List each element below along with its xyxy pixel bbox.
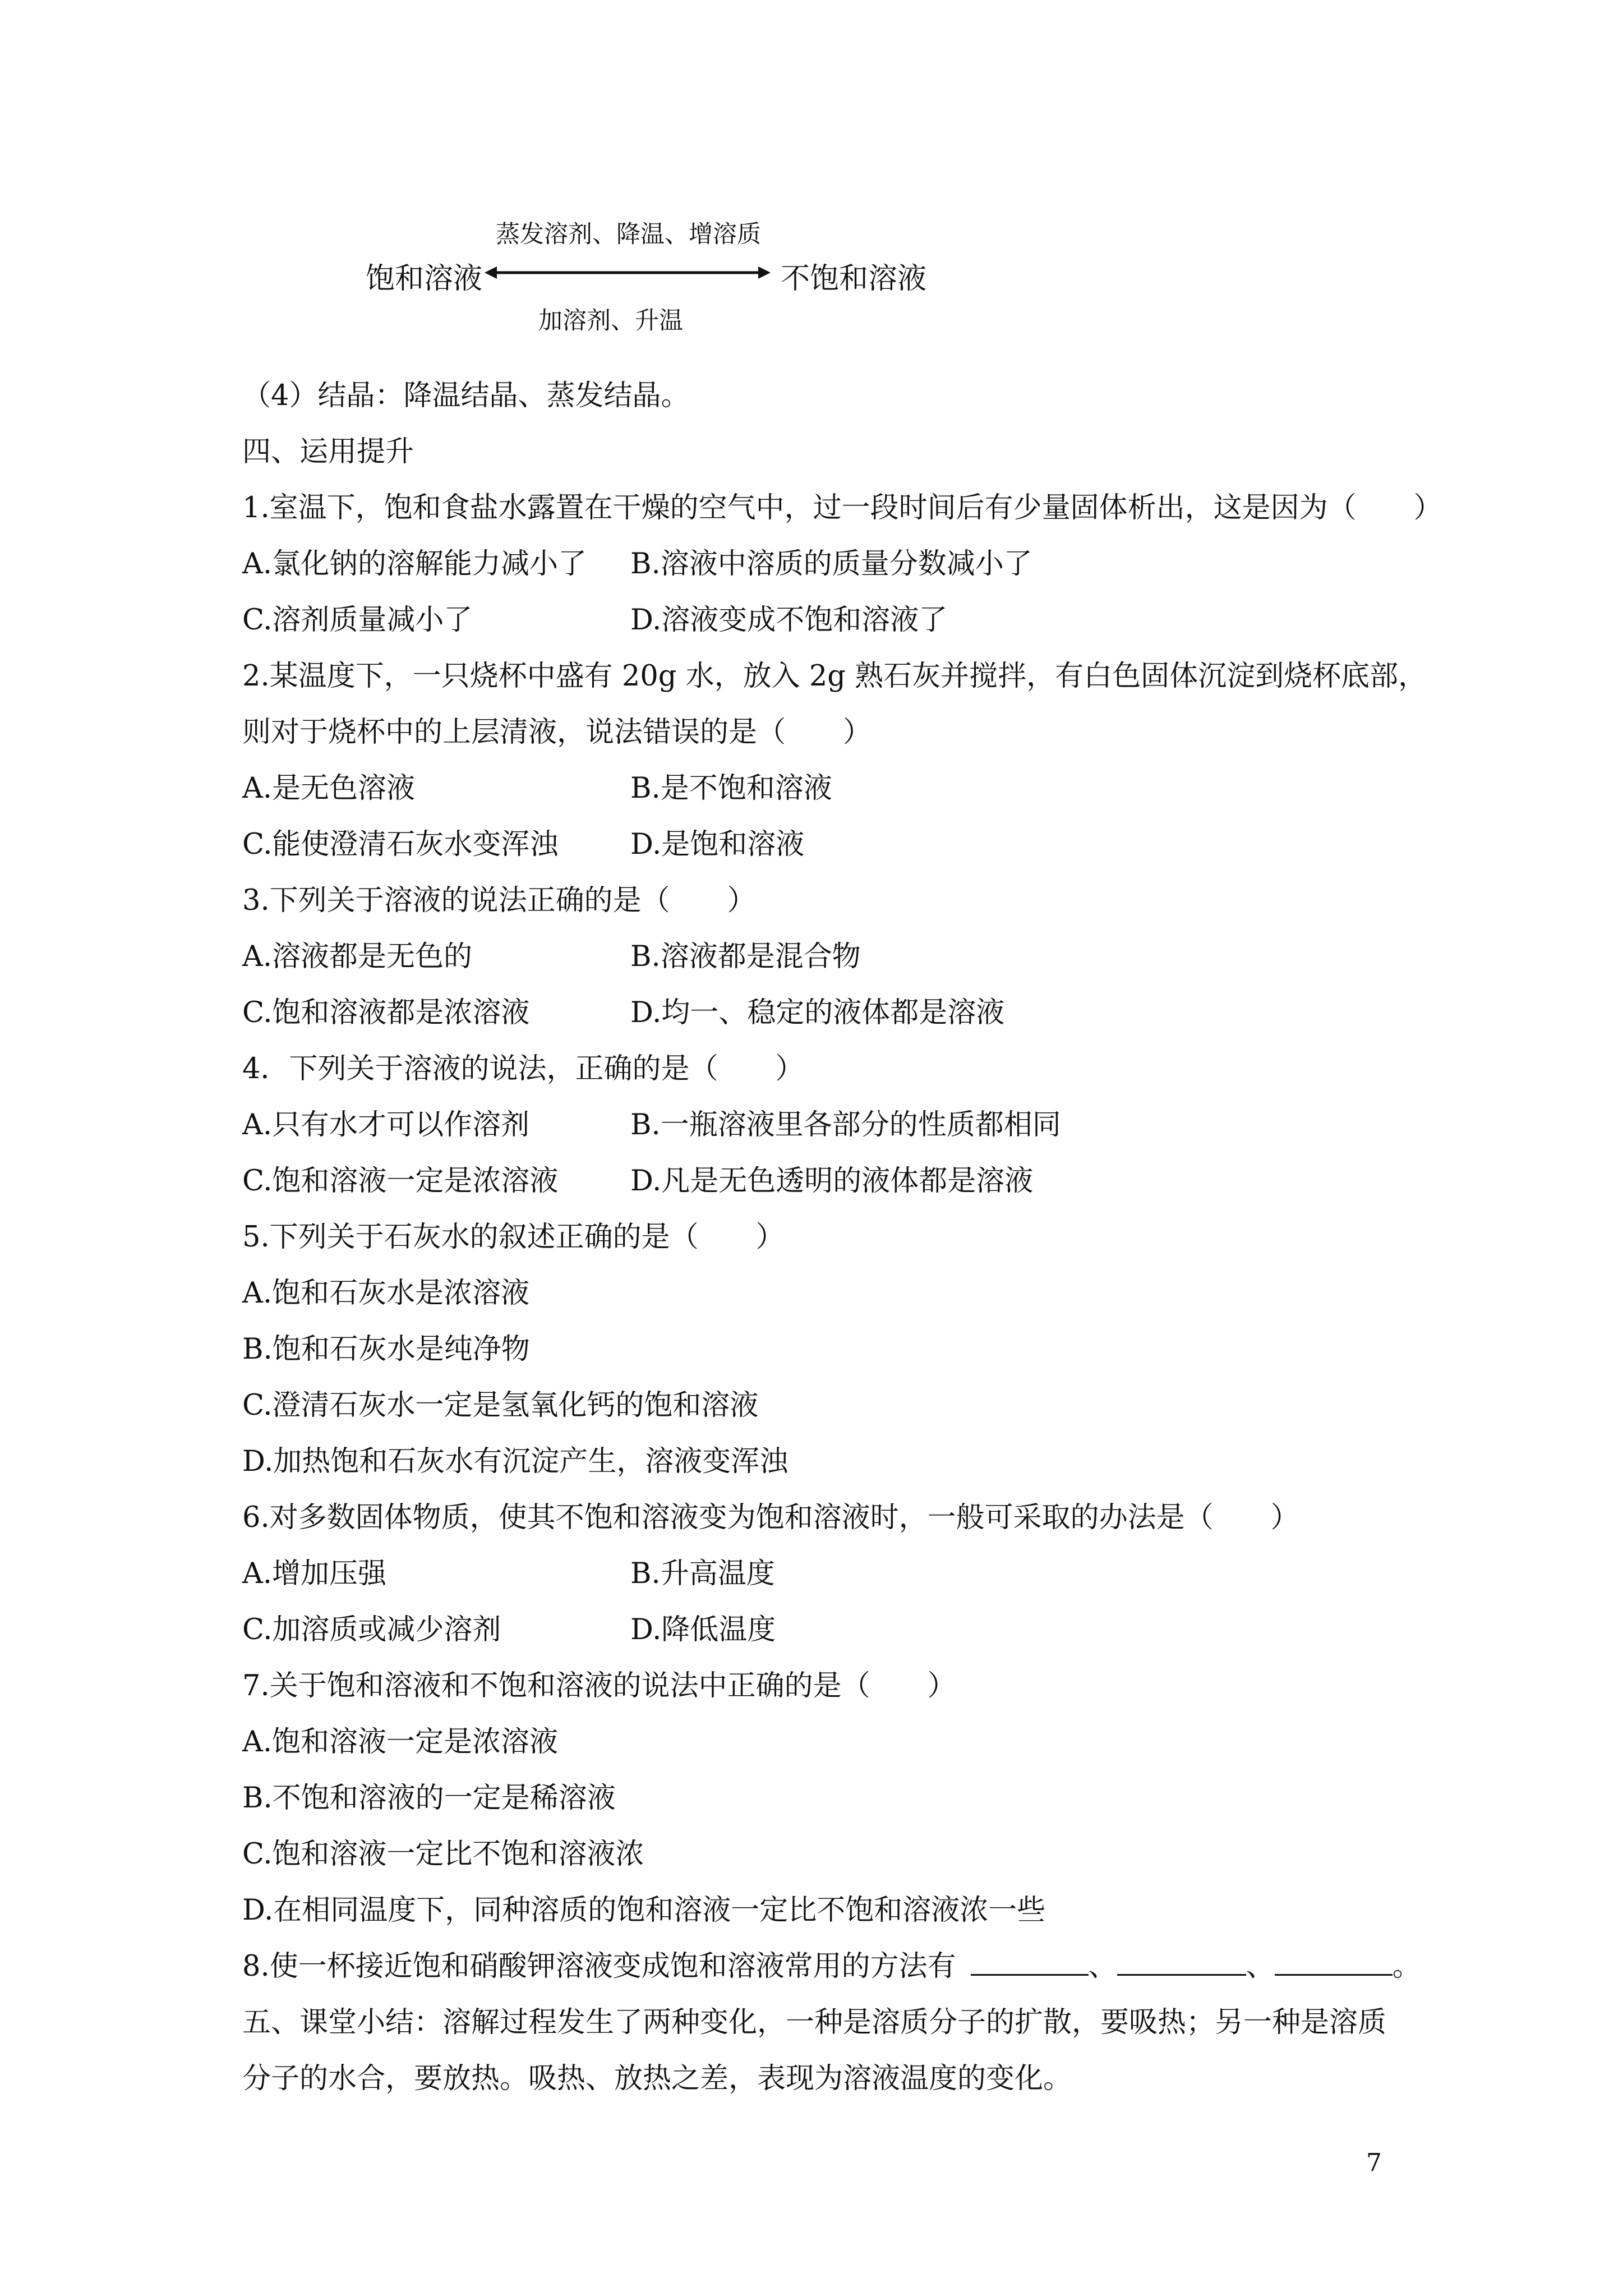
question-7-option-c: C.饱和溶液一定比不饱和溶液浓 (242, 1838, 644, 1871)
summary-line-1: 五、课堂小结：溶解过程发生了两种变化，一种是溶质分子的扩散，要吸热；另一种是溶质 (242, 2006, 1387, 2039)
question-1-option-d: D.溶液变成不饱和溶液了 (630, 604, 948, 637)
question-6-option-d: D.降低温度 (630, 1613, 776, 1646)
question-2-stem-continued: 则对于烧杯中的上层清液，说法错误的是（ ） (242, 716, 872, 749)
question-1-options-row-1 (242, 536, 1409, 592)
question-1-stem: 1.室温下，饱和食盐水露置在干燥的空气中，过一段时间后有少量固体析出，这是因为（ ） (242, 491, 1442, 524)
question-6-stem: 6.对多数固体物质，使其不饱和溶液变为饱和溶液时，一般可采取的办法是（ ） (242, 1501, 1299, 1534)
question-2-options-row-1 (242, 761, 1409, 817)
question-4-option-d: D.凡是无色透明的液体都是溶液 (630, 1165, 1034, 1198)
question-6-option-a: A.增加压强 (242, 1557, 387, 1590)
question-6-option-b: B.升高温度 (630, 1557, 775, 1590)
diagram-top-label: 蒸发溶剂、降温、增溶质 (496, 220, 761, 249)
answer-blank-3[interactable] (1275, 1943, 1393, 1976)
question-8-line (242, 1939, 1421, 1995)
saturation-diagram (0, 0, 1623, 359)
question-4-option-a: A.只有水才可以作溶剂 (242, 1108, 530, 1142)
question-5-stem: 5.下列关于石灰水的叙述正确的是（ ） (242, 1221, 785, 1254)
question-4-option-c: C.饱和溶液一定是浓溶液 (242, 1165, 559, 1198)
blank-separator-1: 、 (1088, 1950, 1117, 1983)
question-7-option-d: D.在相同温度下，同种溶质的饱和溶液一定比不饱和溶液浓一些 (242, 1894, 1046, 1927)
question-5-option-a: A.饱和石灰水是浓溶液 (242, 1277, 530, 1310)
double-arrow-icon (485, 261, 771, 284)
question-1-option-c: C.溶剂质量减小了 (242, 604, 473, 637)
question-2-option-c: C.能使澄清石灰水变浑浊 (242, 828, 559, 861)
question-4-option-b: B.一瓶溶液里各部分的性质都相同 (630, 1108, 1061, 1142)
diagram-left-label: 饱和溶液 (366, 262, 483, 296)
question-4-options-row-1 (242, 1097, 1409, 1153)
question-5-option-b: B.饱和石灰水是纯净物 (242, 1333, 530, 1366)
question-5-option-c: C.澄清石灰水一定是氢氧化钙的饱和溶液 (242, 1389, 759, 1422)
question-6-options-row-1 (242, 1546, 1409, 1602)
summary-line-2: 分子的水合，要放热。吸热、放热之差，表现为溶液温度的变化。 (242, 2062, 1072, 2095)
crystallization-line: （4）结晶：降温结晶、蒸发结晶。 (242, 379, 690, 412)
question-7-stem: 7.关于饱和溶液和不饱和溶液的说法中正确的是（ ） (242, 1669, 956, 1703)
question-3-options-row-1 (242, 929, 1409, 985)
question-1-options-row-2 (242, 592, 1409, 648)
question-2-options-row-2 (242, 817, 1409, 873)
question-4-stem: 4．下列关于溶液的说法，正确的是（ ） (242, 1052, 804, 1085)
question-3-stem: 3.下列关于溶液的说法正确的是（ ） (242, 884, 756, 917)
answer-blank-1[interactable] (971, 1943, 1089, 1976)
question-8-end: 。 (1392, 1950, 1421, 1983)
document-body (242, 368, 1442, 2107)
question-2-stem: 2.某温度下，一只烧杯中盛有 20g 水，放入 2g 熟石灰并搅拌，有白色固体沉淀到烧杯底部， (242, 660, 1427, 693)
question-3-option-c: C.饱和溶液都是浓溶液 (242, 996, 530, 1029)
question-3-option-d: D.均一、稳定的液体都是溶液 (630, 996, 1005, 1029)
question-1-option-a: A.氯化钠的溶解能力减小了 (242, 547, 587, 581)
blank-separator-2: 、 (1246, 1950, 1275, 1983)
section-4-title: 四、运用提升 (242, 435, 414, 468)
question-5-option-d: D.加热饱和石灰水有沉淀产生，溶液变浑浊 (242, 1445, 789, 1478)
question-3-options-row-2 (242, 985, 1409, 1041)
question-7-option-a: A.饱和溶液一定是浓溶液 (242, 1726, 559, 1759)
question-3-option-a: A.溶液都是无色的 (242, 940, 473, 973)
question-1-option-b: B.溶液中溶质的质量分数减小了 (630, 547, 1032, 581)
question-8-stem: 8.使一杯接近饱和硝酸钾溶液变成饱和溶液常用的方法有 (242, 1950, 956, 1983)
question-2-option-a: A.是无色溶液 (242, 772, 416, 805)
question-7-option-b: B.不饱和溶液的一定是稀溶液 (242, 1782, 616, 1815)
question-3-option-b: B.溶液都是混合物 (630, 940, 861, 973)
diagram-right-label: 不饱和溶液 (781, 262, 927, 296)
page-number: 7 (1366, 2148, 1382, 2177)
question-2-option-d: D.是饱和溶液 (630, 828, 805, 861)
question-4-options-row-2 (242, 1153, 1409, 1209)
diagram-bottom-label: 加溶剂、升温 (538, 307, 683, 335)
question-2-option-b: B.是不饱和溶液 (630, 772, 832, 805)
question-6-options-row-2 (242, 1602, 1409, 1658)
answer-blank-2[interactable] (1117, 1943, 1246, 1976)
question-6-option-c: C.加溶质或减少溶剂 (242, 1613, 501, 1646)
